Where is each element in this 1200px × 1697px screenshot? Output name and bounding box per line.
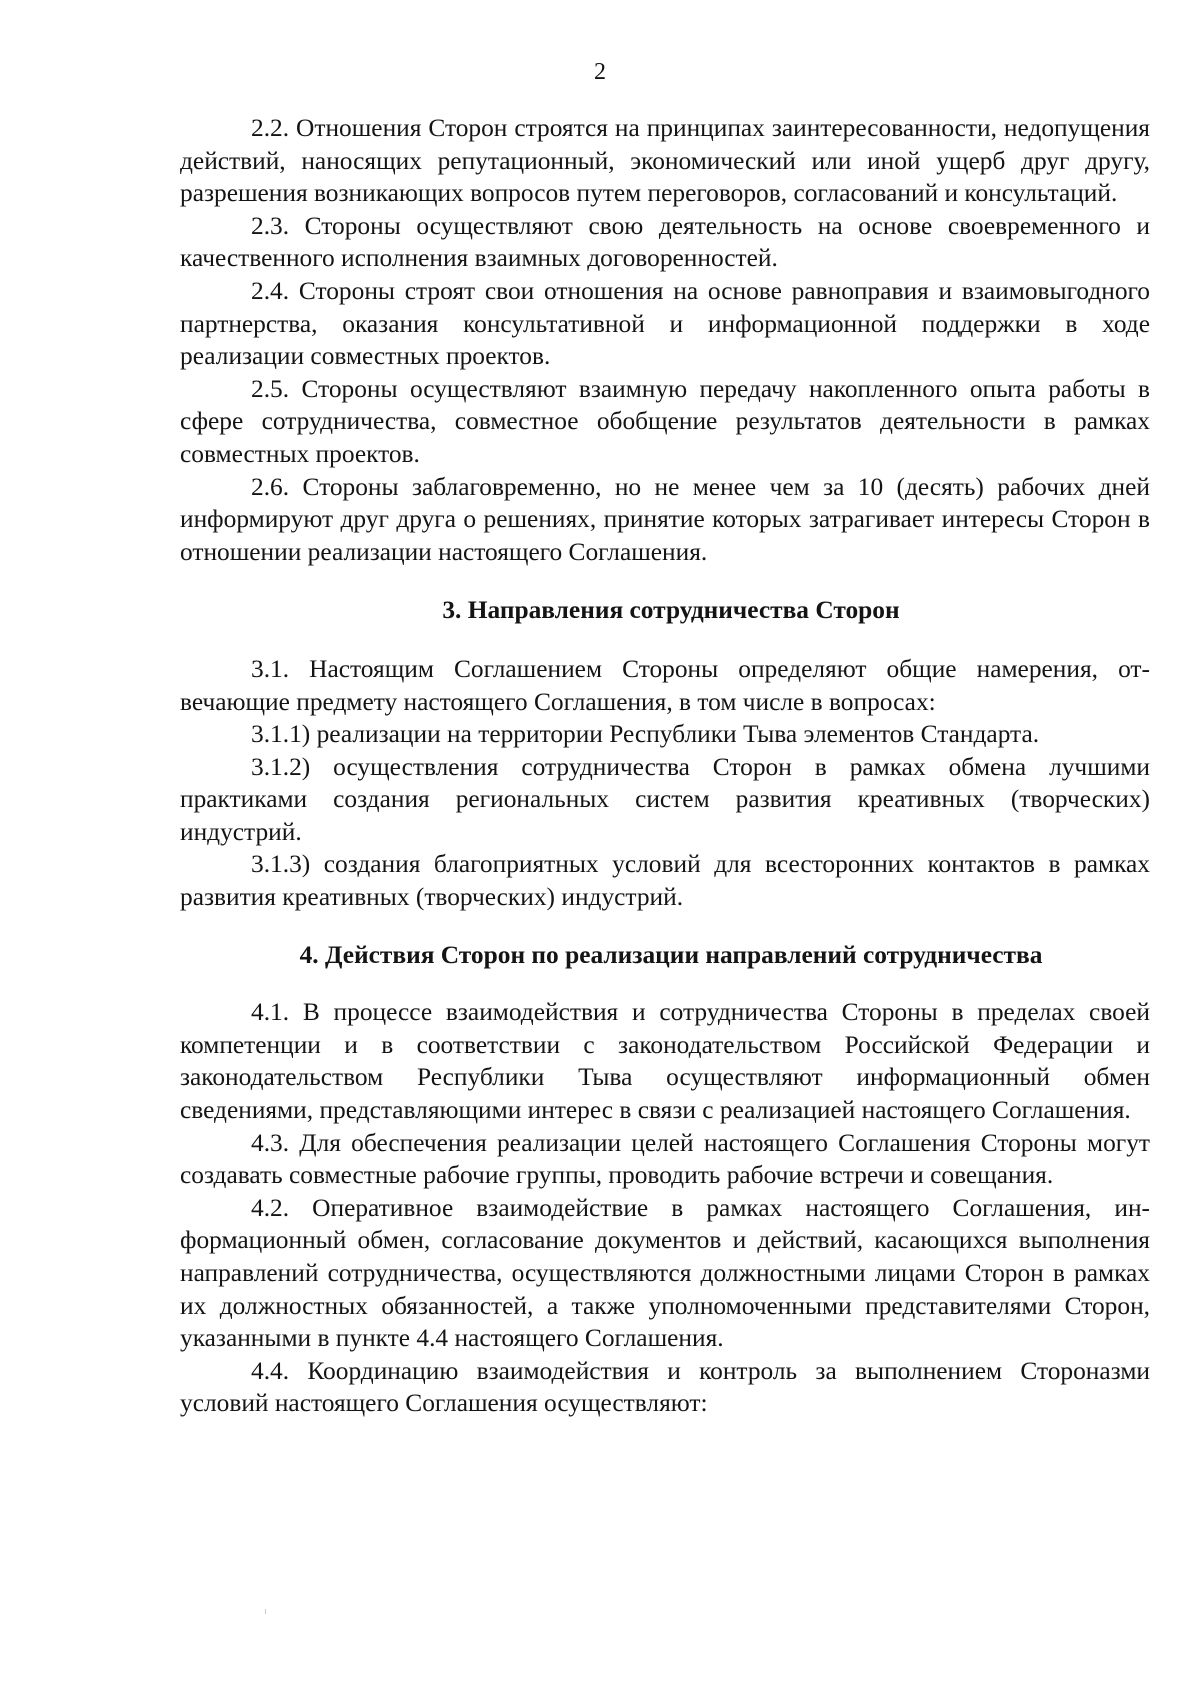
page-number: 2 (594, 59, 606, 85)
paragraph-4-1: 4.1. В процессе взаимодействия и сотрудничества Стороны в пределах своей компетенции и в соответствии с законодательством Российской Федерации и законодательством Республики Тыва осуществляют информационный обмен сведениями, представляющими интерес в связи с реализацией настоящего Соглашения. (180, 998, 1150, 1125)
paragraph-3-1-2: 3.1.2) осуществления сотрудничества Сторон в рамках обмена лучшими практиками создания региональных систем развития креативных (творческих) индустрий. (180, 752, 1150, 846)
paragraph-2-3: 2.3. Стороны осуществляют свою деятельность на основе своевременного и качественного исполнения взаимных договоренностей. (180, 211, 1150, 273)
paragraph-2-5: 2.5. Стороны осуществляют взаимную передачу накопленного опыта работы в сфере сотрудничества, совместное обобщение результатов деятельности в рамках совместных проектов. (180, 374, 1150, 468)
section-4-heading: 4. Действия Сторон по реализации направлений сотрудничества (299, 940, 1043, 969)
paragraph-2-2: 2.2. Отношения Сторон строятся на принципах заинтересованности, недопущения действий, наносящих репутационный, экономический или иной ущерб друг другу, разрешения возникающих вопросов путем переговоров, согласований и консультаций. (180, 114, 1150, 208)
paragraph-3-1-1: 3.1.1) реализации на территории Республики Тыва элементов Стандарта. (251, 720, 1040, 749)
paragraph-3-1: 3.1. Настоящим Соглашением Стороны определяют общие намерения, отвечающие предмету настоящего Соглашения, в том числе в вопросах: (180, 654, 1150, 716)
section-3-heading: 3. Направления сотрудничества Сторон (442, 596, 900, 625)
paragraph-4-4: 4.4. Координацию взаимодействия и контроль за выполнением Стороназми условий настоящего Соглашения осуществляют: (180, 1356, 1150, 1418)
paragraph-3-1-3: 3.1.3) создания благоприятных условий для всесторонних контактов в рамках развития креативных (творческих) индустрий. (180, 850, 1150, 912)
paragraph-2-6: 2.6. Стороны заблаговременно, но не менее чем за 10 (десять) рабочих дней информируют друг друга о решениях, принятие которых затрагивает интересы Сторон в отношении реализации настоящего Соглашения. (180, 472, 1150, 566)
paragraph-4-3: 4.3. Для обеспечения реализации целей настоящего Соглашения Стороны могут создавать совместные рабочие группы, проводить рабочие встречи и совещания. (180, 1128, 1150, 1190)
document-body (180, 112, 1150, 1420)
scan-artifact (265, 1609, 266, 1614)
paragraph-4-2: 4.2. Оперативное взаимодействие в рамках настоящего Соглашения, информационный обмен, согласование документов и действий, касающихся выполнения направлений сотрудничества, осуществляются должностными лицами Сторон в рамках их должностных обязанностей, а также уполномоченными представителями Сторон, указанными в пункте 4.4 настоящего Соглашения. (180, 1193, 1150, 1353)
paragraph-2-4: 2.4. Стороны строят свои отношения на основе равноправия и взаимовыгодного партнерства, оказания консультативной и информационной поддержки в ходе реализации совместных проектов. (180, 276, 1150, 371)
